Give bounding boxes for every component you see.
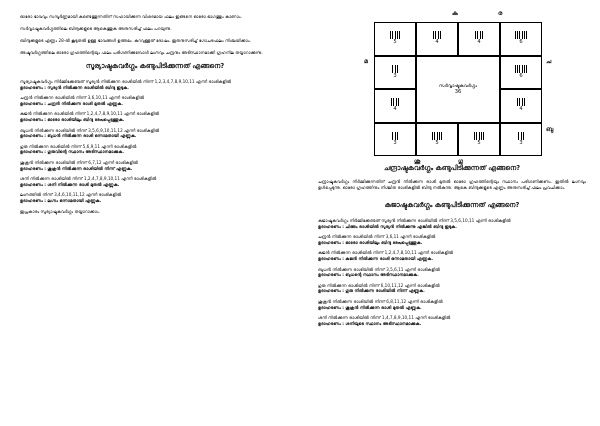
bindu-mark xyxy=(397,31,398,39)
item-example: ഉദാഹരണം : ബുധൻ നിൽക്കുന്ന രാശി ഒന്നാമതായി എണ്ണുക. xyxy=(20,133,137,139)
bindu-mark xyxy=(475,31,476,39)
item-example: ഉദാഹരണം : ശുക്രൻ നിൽക്കുന്ന രാശിയിൽ നിന്ന് എണ്ണുക. xyxy=(20,165,133,171)
bindu-mark xyxy=(517,98,518,106)
item-title: കുജാഷ്ടകവർഗ്ഗം നിർമ്മിക്കേണ്ടത് സൂര്യൻ നിൽക്കുന്ന രാശിയിൽ നിന്ന് 3,5,6,10,11 എന്നീ രാശികളിൽ xyxy=(318,218,511,223)
bindu-mark xyxy=(396,98,397,106)
bindu-mark xyxy=(392,65,393,73)
bindu-mark xyxy=(518,132,519,140)
item-example: ഉദാഹരണം : ചന്ദ്രൻ നിൽക്കുന്ന രാശി മുതൽ എണ്ണുക. xyxy=(20,100,124,106)
item-example: ഉദാഹരണം : കുജൻ നിൽക്കുന്ന രാശി ഒന്നാമതായി എണ്ണുക. xyxy=(318,255,433,261)
intro-paragraph-4: അഷ്ടവർഗ്ഗത്തിലെ ഓരോ ഗ്രഹത്തിന്റെയും ഫലം പരിഗണിക്കുമ്പോൾ ലഗ്നവും ചന്ദ്രനും അടിസ്ഥാനമാക്കി ഗ്രഹനില തയ്യാറാക്കുന്നു. xyxy=(20,50,263,55)
right-section-heading-2: കുജാഷ്ടകവർഗ്ഗം കണ്ടുപിടിക്കുന്നത് എങ്ങനെ? xyxy=(384,201,520,209)
chart-cell xyxy=(416,123,458,157)
item-title: ശനി നിൽക്കുന്ന രാശിയിൽ നിന്ന് 1,2,4,7,8,9,10,11 എന്നീ രാശികളിൽ xyxy=(20,176,157,182)
item-example: ഉദാഹരണം : ബുധന്റെ സ്ഥാനം അടിസ്ഥാനമാക്കുക. xyxy=(318,272,419,278)
chart-center-label: സർവ്വാഷ്ടകവർഗ്ഗം xyxy=(438,84,478,89)
list-item xyxy=(20,128,290,139)
chart-label-bottom-right: ഗു xyxy=(458,158,464,165)
chart-cell-value: 3 xyxy=(519,139,523,146)
list-item xyxy=(318,299,586,310)
bindu-marks xyxy=(475,31,483,39)
chart-label-top-right: ര xyxy=(498,10,503,17)
bindu-mark xyxy=(519,31,520,39)
item-title: ഗുരു നിൽക്കുന്ന രാശിയിൽ നിന്ന് 6,10,11,12 എന്നീ രാശികളിൽ xyxy=(318,282,440,288)
bindu-marks xyxy=(515,65,527,73)
chart-label-top-left: കു xyxy=(452,10,458,17)
chart-cell-value: 4 xyxy=(477,39,481,46)
bindu-mark xyxy=(523,132,524,140)
bindu-marks xyxy=(518,132,523,140)
bindu-mark xyxy=(519,98,520,106)
item-example: ഉദാഹരണം : ഓരോ രാശിയിലും ബിന്ദു രേഖപ്പെടുത്തുക. xyxy=(20,116,125,122)
bindu-marks xyxy=(392,132,397,140)
bindu-mark xyxy=(399,31,400,39)
bindu-marks xyxy=(432,132,442,140)
right-column xyxy=(318,164,586,331)
bindu-mark xyxy=(437,132,438,140)
bindu-mark xyxy=(517,65,518,73)
item-title: ചന്ദ്രൻ നിൽക്കുന്ന രാശിയിൽ നിന്ന് 3,6,10,11 എന്നീ രാശികളിൽ xyxy=(20,95,145,101)
item-title: ലഗ്നത്തിൽ നിന്ന് 3,4,6,10,11,12 എന്നീ രാശികളിൽ xyxy=(20,192,122,198)
item-example: ഉദാഹരണം : സൂര്യൻ നിൽക്കുന്ന രാശിയിൽ ബിന്ദു ഇടുക. xyxy=(20,84,129,90)
item-title: ശുക്രൻ നിൽക്കുന്ന രാശിയിൽ നിന്ന് 6,7,12 എന്നീ രാശികളിൽ xyxy=(20,159,139,165)
right-item-list xyxy=(318,218,586,326)
chart-cell-value: 5 xyxy=(477,139,481,146)
chart-cell-value: 5 xyxy=(393,39,397,46)
bindu-mark xyxy=(397,65,398,73)
bindu-marks xyxy=(390,31,400,39)
item-example: ഉദാഹരണം : ശനിയുടെ സ്ഥാനം അടിസ്ഥാനമാക്കുക. xyxy=(318,320,422,326)
bindu-mark xyxy=(397,132,398,140)
bindu-mark xyxy=(522,65,523,73)
list-item xyxy=(20,79,290,90)
bindu-mark xyxy=(522,98,523,106)
chart-cell xyxy=(500,123,542,157)
intro-paragraph-1: ഓരോ ഭാവവും സമ്പൂർണ്ണമായി കണ്ടെത്തുന്നതിന് സഹായിക്കുന്ന വിശദമായ ഫലം ഇങ്ങനെ ഓരോ ഭാഗത്തും കാണാം. xyxy=(20,14,242,19)
chart-cell xyxy=(458,22,500,56)
chart-cell xyxy=(500,56,542,90)
item-title: ചന്ദ്രൻ നിൽക്കുന്ന രാശിയിൽ നിന്ന് 3,6,11 എന്നീ രാശികളിൽ xyxy=(318,234,436,240)
bindu-mark xyxy=(483,132,484,140)
item-title: ബുധൻ നിൽക്കുന്ന രാശിയിൽ നിന്ന് 3,5,6,9,10,11,12 എന്നീ രാശികളിൽ xyxy=(20,127,160,133)
bindu-mark xyxy=(524,65,525,73)
chart-label-left: മ xyxy=(364,58,368,65)
bindu-marks xyxy=(474,132,484,140)
bindu-mark xyxy=(390,31,391,39)
bindu-marks xyxy=(433,31,441,39)
list-item xyxy=(20,95,290,106)
left-item-list xyxy=(20,79,290,204)
chart-cell xyxy=(374,89,416,123)
item-title: ബുധൻ നിൽക്കുന്ന രാശിയിൽ നിന്ന് 3,5,6,11 എന്നീ രാശികളിൽ xyxy=(318,266,440,272)
chart-cell-value: 3 xyxy=(393,72,397,79)
left-footer-text: ഇപ്രകാരം സൂര്യാഷ്ടകവർഗ്ഗം തയ്യാറാക്കാം. xyxy=(20,208,100,214)
bindu-mark xyxy=(393,98,394,106)
bindu-mark xyxy=(395,65,396,73)
bindu-mark xyxy=(392,31,393,39)
chart-cell xyxy=(374,56,416,90)
item-title: ശനി നിൽക്കുന്ന രാശിയിൽ നിന്ന് 1,4,7,8,9,10,11 എന്നീ രാശികളിൽ xyxy=(318,315,451,321)
bindu-marks xyxy=(517,98,525,106)
bindu-mark xyxy=(474,132,475,140)
chart-cell-value: 6 xyxy=(519,39,523,46)
item-example: ഉദാഹരണം : ചിങ്ങം രാശിയിൽ സൂര്യൻ നിൽക്കുന്നു എങ്കിൽ ബിന്ദു ഇടുക. xyxy=(318,223,457,229)
list-item xyxy=(20,111,290,122)
right-paragraph: ചന്ദ്രാഷ്ടകവർഗ്ഗം നിർമ്മിക്കുന്നതിന് ചന്ദ്രൻ നിൽക്കുന്ന രാശി മുതൽ ഓരോ ഗ്രഹത്തിന്റെയും സ്ഥാനം പരിഗണിക്കണം. ഇതിൽ ലഗ്നവും ഉൾപ്പെടുന്നു. ഓരോ ഗ്രഹത്തിനും നിശ്ചിത രാശികളിൽ ബിന്ദു നൽകുന്നു. ആകെ ബിന്ദുക്കളുടെ എണ്ണം അനുസരിച്ച് ഫലം പ്രവചിക്കാം. xyxy=(318,179,586,190)
bindu-mark xyxy=(439,132,440,140)
right-section-heading-1: ചന്ദ്രാഷ്ടകവർഗ്ഗം കണ്ടുപിടിക്കുന്നത് എങ്ങനെ? xyxy=(383,164,521,172)
bindu-mark xyxy=(519,65,520,73)
bindu-mark xyxy=(476,132,477,140)
list-item xyxy=(20,144,290,155)
item-title: കുജൻ നിൽക്കുന്ന രാശിയിൽ നിന്ന് 1,2,4,7,8,9,10,11 എന്നീ രാശികളിൽ xyxy=(20,111,160,117)
chart-label-right-bottom: ബു xyxy=(546,126,554,133)
bindu-mark xyxy=(391,98,392,106)
intro-paragraph-3: ബിന്ദുക്കളുടെ എണ്ണം 28-ൽ കൂടുതൽ ഉള്ള ഭാവങ്ങൾ ഉത്തമം. കുറവുള്ളത് ദോഷം. ഇതനുസരിച്ച് ഗോചരഫലം നിശ്ചയിക്കാം. xyxy=(20,38,251,43)
list-item xyxy=(20,192,290,203)
ashtakavarga-chart xyxy=(364,10,554,165)
item-example: ഉദാഹരണം : ശുക്രൻ നിൽക്കുന്ന രാശി മുതൽ എണ്ണുക. xyxy=(318,304,422,310)
chart-cell xyxy=(500,89,542,123)
chart-cell-value: 6 xyxy=(519,72,523,79)
item-example: ഉദാഹരണം : ഗുരുവിന്റെ സ്ഥാനം അടിസ്ഥാനമാക്കുക. xyxy=(20,149,124,155)
bindu-mark xyxy=(392,132,393,140)
item-example: ഉദാഹരണം : ശനി നിൽക്കുന്ന രാശി മുതൽ എണ്ണുക. xyxy=(20,181,120,187)
chart-cell xyxy=(458,123,500,157)
list-item xyxy=(318,315,586,326)
bindu-mark xyxy=(441,132,442,140)
bindu-mark xyxy=(434,132,435,140)
bindu-mark xyxy=(395,31,396,39)
bindu-mark xyxy=(480,31,481,39)
list-item xyxy=(318,218,586,229)
list-item xyxy=(318,283,586,294)
list-item xyxy=(20,176,290,187)
chart-label-bottom-left: ശു xyxy=(414,158,421,165)
item-example: ഉദാഹരണം : ഓരോ രാശിയിലും ബിന്ദു രേഖപ്പെടുത്തുക. xyxy=(318,239,423,245)
chart-cell xyxy=(500,22,542,56)
bindu-mark xyxy=(515,65,516,73)
chart-cell-value: 3 xyxy=(393,139,397,146)
bindu-mark xyxy=(526,31,527,39)
list-item xyxy=(318,267,586,278)
item-title: സൂര്യാഷ്ടകവർഗ്ഗം നിർമ്മിക്കേണ്ടത് സൂര്യൻ നിൽക്കുന്ന രാശിയിൽ നിന്ന് 1,2,3,4,7,8,9,10,11 എന്നീ രാശികളിൽ xyxy=(20,79,232,84)
chart-cell-value: 4 xyxy=(393,106,397,113)
item-example: ഉദാഹരണം : ഗുരു നിൽക്കുന്ന രാശിയിൽ നിന്ന് എണ്ണുക. xyxy=(318,288,425,294)
bindu-mark xyxy=(481,132,482,140)
bindu-mark xyxy=(395,132,396,140)
chart-cell-value: 4 xyxy=(435,39,439,46)
bindu-mark xyxy=(432,132,433,140)
bindu-mark xyxy=(517,31,518,39)
chart-center xyxy=(416,56,500,123)
bindu-mark xyxy=(526,65,527,73)
item-title: കുജൻ നിൽക്കുന്ന രാശിയിൽ നിന്ന് 1,2,4,7,8,10,11 എന്നീ രാശികളിൽ xyxy=(318,250,454,256)
bindu-marks xyxy=(515,31,527,39)
item-title: ശുക്രൻ നിൽക്കുന്ന രാശിയിൽ നിന്ന് 6,8,11,12 എന്നീ രാശികളിൽ xyxy=(318,298,443,304)
bindu-mark xyxy=(521,132,522,140)
left-column xyxy=(20,14,290,215)
chart-center-value: 36 xyxy=(454,89,462,95)
left-section-heading: സൂര്യാഷ്ടകവർഗ്ഗം കണ്ടുപിടിക്കുന്നത് എങ്ങനെ? xyxy=(85,62,225,70)
item-title: ഗുരു നിൽക്കുന്ന രാശിയിൽ നിന്ന് 5,6,9,11 എന്നീ രാശികളിൽ xyxy=(20,143,137,149)
chart-label-right-top: ച xyxy=(546,58,552,65)
bindu-marks xyxy=(392,65,397,73)
bindu-mark xyxy=(433,31,434,39)
bindu-mark xyxy=(438,31,439,39)
item-example: ഉദാഹരണം : ലഗ്നം ഒന്നാമതായി എണ്ണുക. xyxy=(20,197,102,203)
bindu-mark xyxy=(435,31,436,39)
chart-cell-value: 5 xyxy=(435,139,439,146)
bindu-marks xyxy=(391,98,399,106)
list-item xyxy=(318,234,586,245)
chart-cell xyxy=(374,123,416,157)
chart-cell xyxy=(374,22,416,56)
chart-cell xyxy=(416,22,458,56)
bindu-mark xyxy=(524,31,525,39)
bindu-mark xyxy=(477,31,478,39)
list-item xyxy=(20,160,290,171)
intro-paragraph-2: സർവ്വാഷ്ടകവർഗ്ഗത്തിലെ ബിന്ദുക്കളുടെ ആകെത്തുക അനുസരിച്ച് ഫലം പറയുന്നു. xyxy=(20,26,172,31)
bindu-mark xyxy=(398,98,399,106)
bindu-mark xyxy=(479,132,480,140)
chart-cell-value: 4 xyxy=(519,106,523,113)
list-item xyxy=(318,250,586,261)
bindu-mark xyxy=(515,31,516,39)
bindu-mark xyxy=(522,31,523,39)
bindu-mark xyxy=(482,31,483,39)
bindu-mark xyxy=(524,98,525,106)
bindu-mark xyxy=(440,31,441,39)
